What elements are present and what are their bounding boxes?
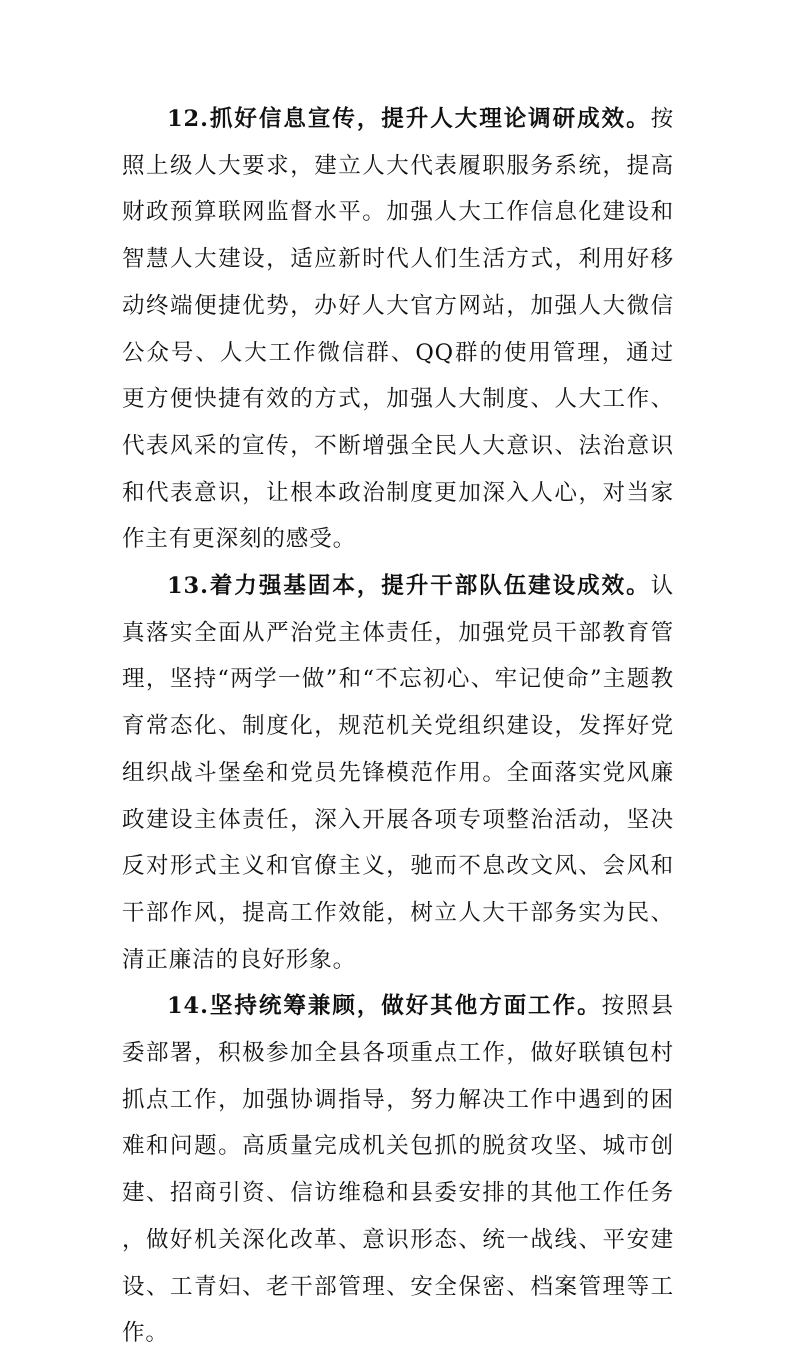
paragraph-12-text: 按照上级人大要求，建立人大代表履职服务系统，提高财政预算联网监督水平。加强人大工作信息化建设和智慧人大建设，适应新时代人们生活方式，利用好移动终端便捷优势，办好人大官方网站，加强人大微信公众号、人大工作微信群、QQ群的使用管理，通过更方便快捷有效的方式，加强人大制度、人大工作、代表风采的宣传，不断增强全民人大意识、法治意识和代表意识，让根本政治制度更加深入人心，对当家作主有更深刻的感受。 <box>122 106 674 553</box>
paragraph-14-heading: 14.坚持统筹兼顾，做好其他方面工作。 <box>167 993 602 1020</box>
paragraph-13 <box>122 563 674 983</box>
paragraph-14-text: 按照县委部署，积极参加全县各项重点工作，做好联镇包村抓点工作，加强协调指导，努力解决工作中遇到的困难和问题。高质量完成机关包抓的脱贫攻坚、城市创建、招商引资、信访维稳和县委安排的其他工作任务，做好机关深化改革、意识形态、统一战线、平安建设、工青妇、老干部管理、安全保密、档案管理等工作。 <box>122 993 675 1347</box>
document-body <box>122 96 674 1357</box>
paragraph-13-heading: 13.着力强基固本，提升干部队伍建设成效。 <box>167 573 651 600</box>
paragraph-12 <box>122 96 674 563</box>
paragraph-13-text: 认真落实全面从严治党主体责任，加强党员干部教育管理，坚持“两学一做”和“不忘初心、牢记使命”主题教育常态化、制度化，规范机关党组织建设，发挥好党组织战斗堡垒和党员先锋模范作用。全面落实党风廉政建设主体责任，深入开展各项专项整治活动，坚决反对形式主义和官僚主义，驰而不息改文风、会风和干部作风，提高工作效能，树立人大干部务实为民、清正廉洁的良好形象。 <box>122 573 674 973</box>
paragraph-12-heading: 12.抓好信息宣传，提升人大理论调研成效。 <box>167 106 651 132</box>
paragraph-14 <box>122 983 674 1357</box>
